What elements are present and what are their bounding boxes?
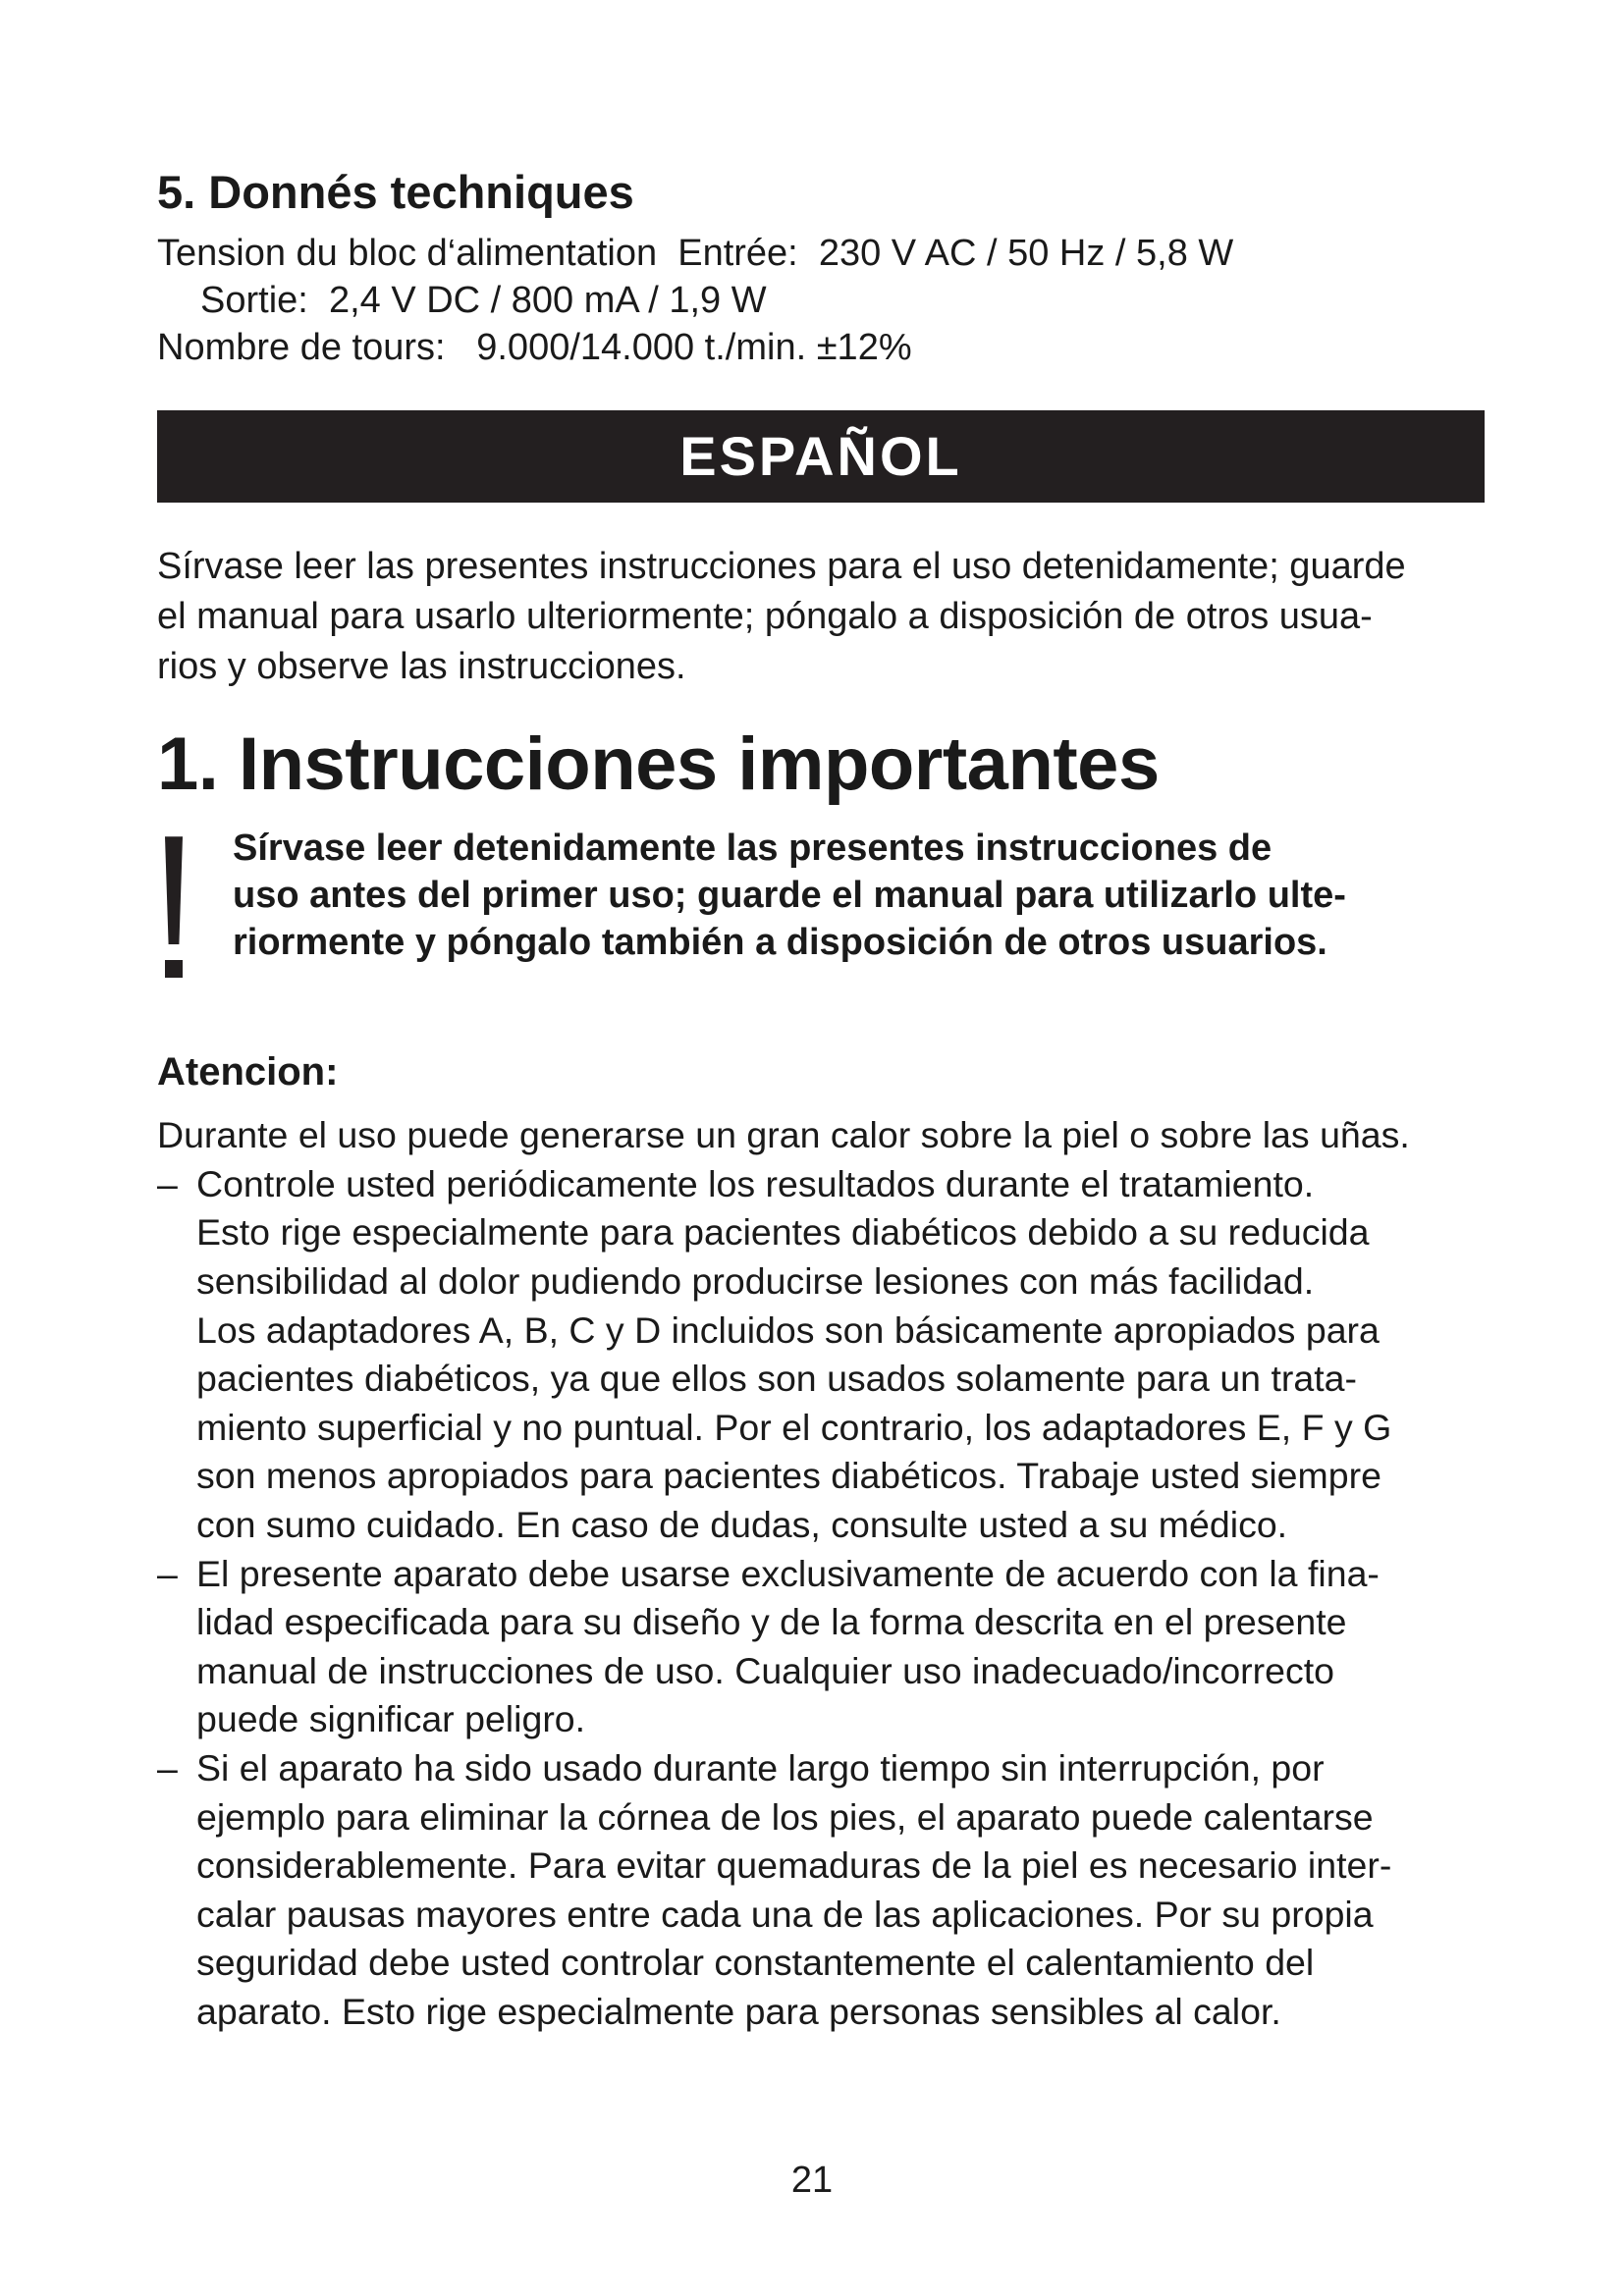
dash-marker: – bbox=[157, 1162, 178, 1204]
technical-data-heading: 5. Donnés techniques bbox=[157, 166, 634, 218]
bullet-line: Los adaptadores A, B, C y D incluidos son básicamente apropiados para bbox=[196, 1308, 1380, 1351]
bullet-item bbox=[157, 1744, 1485, 1793]
section-heading: 1. Instrucciones importantes bbox=[157, 721, 1160, 806]
intro-line: rios y observe las instrucciones. bbox=[157, 645, 686, 687]
bullet-line: con sumo cuidado. En caso de dudas, consulte usted a su médico. bbox=[196, 1504, 1288, 1546]
attention-heading: Atencion: bbox=[157, 1050, 339, 1095]
intro-line: Sírvase leer las presentes instrucciones para el uso detenidamente; guarde bbox=[157, 545, 1406, 587]
bullet-line: manual de instrucciones de uso. Cualquier uso inadecuado/incorrecto bbox=[196, 1649, 1335, 1691]
bullet-line: sensibilidad al dolor pudiendo producirse lesiones con más facilidad. bbox=[196, 1260, 1315, 1303]
tech-line-power-input: Tension du bloc d‘alimentation Entrée: 230 V AC / 50 Hz / 5,8 W bbox=[157, 232, 1234, 274]
bullet-line: pacientes diabéticos, ya que ellos son usados solamente para un trata- bbox=[196, 1358, 1357, 1400]
dash-marker: – bbox=[157, 1552, 178, 1594]
bullet-line: Si el aparato ha sido usado durante largo tiempo sin interrupción, por bbox=[196, 1747, 1325, 1789]
bullet-line: son menos apropiados para pacientes diabéticos. Trabaje usted siempre bbox=[196, 1455, 1381, 1497]
bullet-line: lidad especificada para su diseño y de la forma descrita en el presente bbox=[196, 1601, 1347, 1643]
bullet-line: miento superficial y no puntual. Por el contrario, los adaptadores E, F y G bbox=[196, 1406, 1392, 1448]
bullet-line: considerablemente. Para evitar quemaduras de la piel es necesario inter- bbox=[196, 1844, 1392, 1887]
bullet-line: aparato. Esto rige especialmente para personas sensibles al calor. bbox=[196, 1990, 1281, 2032]
exclamation-dot bbox=[165, 960, 183, 978]
intro-paragraph bbox=[157, 542, 1485, 692]
warning-text bbox=[233, 825, 1346, 966]
bullet-line: Controle usted periódicamente los resultados durante el tratamiento. bbox=[196, 1162, 1315, 1204]
intro-line: el manual para usarlo ulteriormente; póngalo a disposición de otros usua- bbox=[157, 595, 1373, 637]
document-page bbox=[157, 167, 1485, 2037]
bullet-line: ejemplo para eliminar la córnea de los pies, el aparato puede calentarse bbox=[196, 1795, 1374, 1838]
bullet-line: calar pausas mayores entre cada una de las aplicaciones. Por su propia bbox=[196, 1893, 1374, 1935]
tech-line-rotation-speed: Nombre de tours: 9.000/14.000 t./min. ±12% bbox=[157, 326, 912, 368]
bullet-item bbox=[157, 1550, 1485, 1599]
warning-line: Sírvase leer detenidamente las presentes instrucciones de bbox=[233, 828, 1272, 870]
attention-body bbox=[157, 1111, 1485, 2036]
bullet-line: puede significar peligro. bbox=[196, 1698, 586, 1740]
tech-line-power-output: Sortie: 2,4 V DC / 800 mA / 1,9 W bbox=[200, 279, 767, 321]
exclamation-bar bbox=[165, 836, 183, 944]
warning-line: uso antes del primer uso; guarde el manual para utilizarlo ulte- bbox=[233, 875, 1346, 917]
bullet-item bbox=[157, 1160, 1485, 1209]
bullet-line: Esto rige especialmente para pacientes diabéticos debido a su reducida bbox=[196, 1211, 1370, 1254]
bullet-line: El presente aparato debe usarse exclusivamente de acuerdo con la fina- bbox=[196, 1552, 1380, 1594]
dash-marker: – bbox=[157, 1747, 178, 1789]
language-banner: ESPAÑOL bbox=[157, 410, 1485, 503]
warning-notice bbox=[157, 825, 1485, 991]
bullet-line: seguridad debe usted controlar constantemente el calentamiento del bbox=[196, 1942, 1315, 1984]
attention-intro: Durante el uso puede generarse un gran calor sobre la piel o sobre las uñas. bbox=[157, 1114, 1410, 1156]
page-number: 21 bbox=[790, 2160, 834, 2201]
warning-line: riormente y póngalo también a disposición de otros usuarios. bbox=[233, 922, 1327, 964]
